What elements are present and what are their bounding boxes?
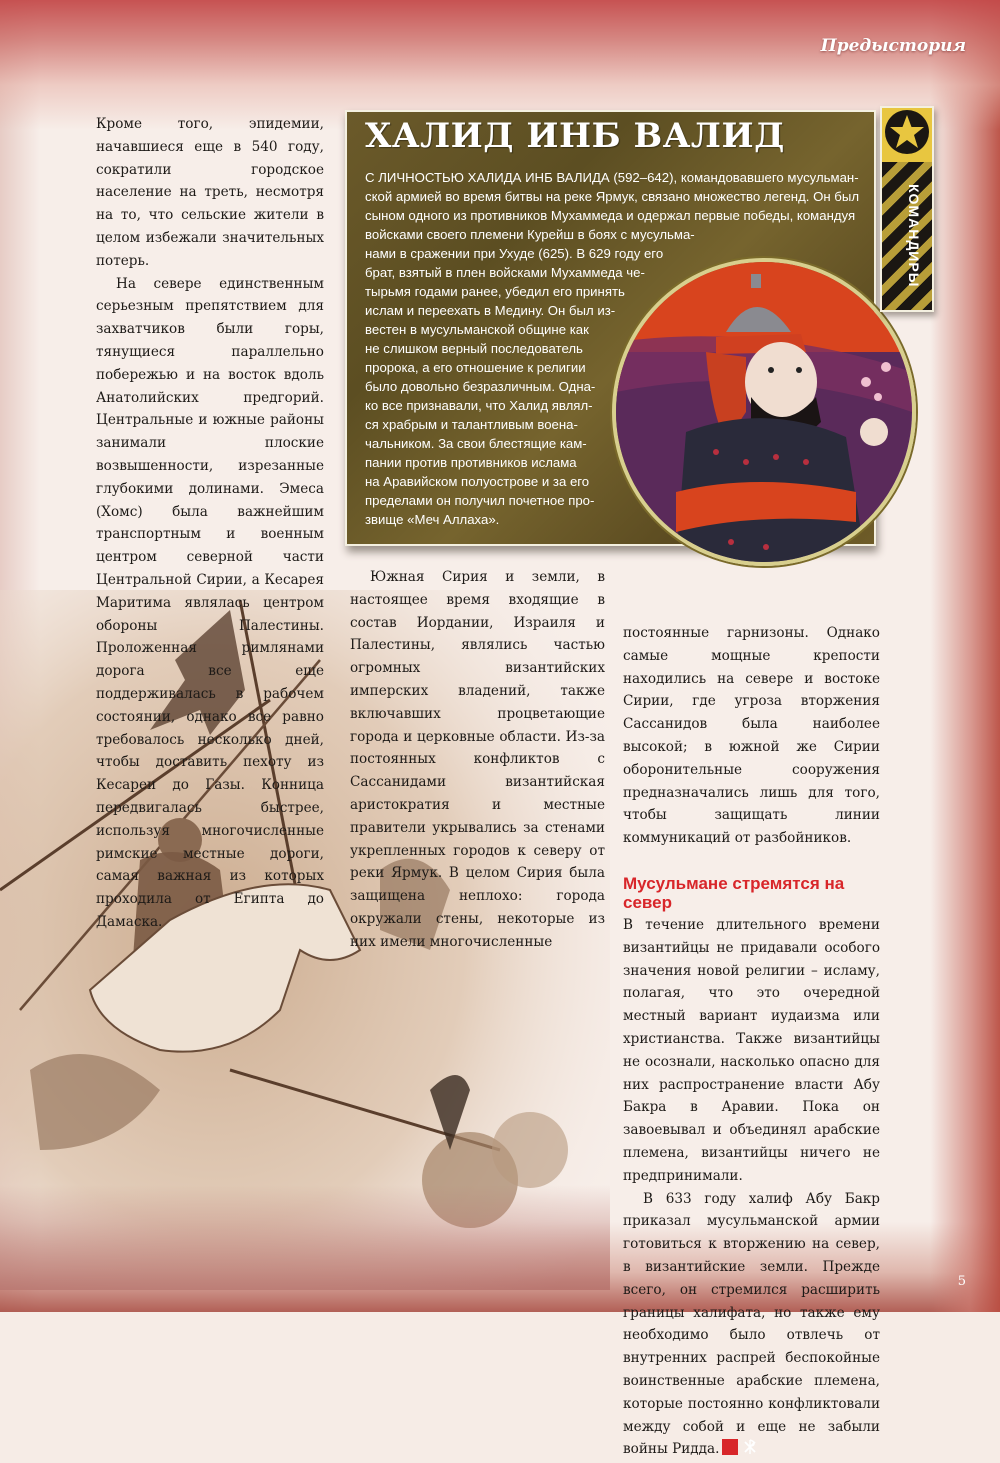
star-icon <box>885 110 929 154</box>
sidebar-line: не слишком верный последователь <box>365 341 583 356</box>
chi-rho-icon <box>722 1439 738 1455</box>
section-label: Предыстория <box>820 36 966 56</box>
sidebar-line: сыном одного из противников Мухаммеда и одержал первые победы, командуя <box>365 208 856 223</box>
sidebar-line: вестен в мусульманской общине как <box>365 322 589 337</box>
sidebar-line: чальником. За свои блестящие кам- <box>365 436 587 451</box>
sidebar-title: ХАЛИД ИНБ ВАЛИД <box>365 116 785 156</box>
column-middle <box>350 566 605 954</box>
column-right <box>623 622 880 1461</box>
commanders-tab <box>880 106 934 312</box>
sidebar-line: ся храбрым и талантливым воена- <box>365 417 578 432</box>
paragraph: В течение длительного времени византийцы не придавали особого значения новой религии – исламу, полагая, что это очередной местный вариант иудаизма или христианства. Также византийцы не осознали, насколько опасно для них распространение власти Абу Бакра в Аравии. Пока он завоевывал и объединял арабские племена, византийцы ничего не предпринимали. <box>623 916 880 1184</box>
page-number: 5 <box>957 1274 966 1289</box>
tab-label: КОМАНДИРЫ <box>906 184 922 288</box>
sidebar-line: С ЛИЧНОСТЬЮ ХАЛИДА ИНБ ВАЛИДА (592–642), командовавшего мусульман- <box>365 170 859 185</box>
paragraph: Южная Сирия и земли, в настоящее время входящие в состав Иордании, Израиля и Палестины, являлись частью огромных византийских имперских владений, также включавших процветающие города и церковные области. Из-за постоянных конфликтов с Сассанидами византийская аристократия и местные правители укрывались за стенами укрепленных городов к северу от реки Ярмук. В целом Сирия была защищена неплохо: города окружали стены, некоторые из них имели многочисленные <box>350 569 605 950</box>
sidebar-line: войсками своего племени Курейш в боях с мусульма- <box>365 227 695 242</box>
paragraph <box>623 1188 880 1462</box>
sidebar-line: ской армией во время битвы на реке Ярмук, связано множество легенд. Он был <box>365 189 860 204</box>
column-left <box>96 113 324 934</box>
sidebar-line: нами в сражении при Ухуде (625). В 629 году его <box>365 246 664 261</box>
paragraph: На севере единственным серьезным препятствием для захватчиков были горы, тянущиеся параллельно побережью и на восток вдоль Анатолийских предгорий. Центральные и южные районы занимали плоские возвышенности, изрезанные глубокими долинами. Эмеса (Хомс) была важнейшим транспортным и военным центром северной части Центральной Сирии, а Кесарея Маритима являлась центром обороны Палестины. Проложенная римлянами дорога все еще поддерживалась в рабочем состоянии, однако все равно требовалось несколько дней, чтобы доставить пехоту из Кесареи до Газы. Конница передвигалась быстрее, используя многочисленные римские местные дороги, самая важная из которых проходила от Египта до Дамаска. <box>96 275 324 930</box>
sidebar-line: пределами он получил почетное про- <box>365 493 595 508</box>
paragraph: Кроме того, эпидемии, начавшиеся еще в 540 году, сократили городское население на треть, несмотря на то, что сельские жители в целом избежали значительных потерь. <box>96 116 324 269</box>
paragraph-text: В 633 году халиф Абу Бакр приказал мусульманской армии готовиться к вторжению на север, в византийские земли. Прежде всего, он стремился расширить границы халифата, но также ему необходимо было отвлечь от внутренних распрей беспокойные воинственные арабские племена, которые постоянно конфликтовали между собой и еще не забыли войны Ридда. <box>623 1190 880 1458</box>
sidebar-line: тырьмя годами ранее, убедил его принять <box>365 284 625 299</box>
sidebar-line: пророка, а его отношение к религии <box>365 360 586 375</box>
sidebar-line: пании против противников ислама <box>365 455 577 470</box>
sidebar-line: брат, взятый в плен войсками Мухаммеда че- <box>365 265 645 280</box>
sidebar-line: ко все признавали, что Халид являл- <box>365 398 593 413</box>
khalid-portrait <box>612 258 916 566</box>
paragraph: постоянные гарнизоны. Однако самые мощные крепости находились на севере и востоке Сирии, где угроза вторжения Сассанидов была наиболее высокой; в южной же Сирии оборонительные сооружения предназначались лишь для того, чтобы защищать линии коммуникаций от разбойников. <box>623 625 880 847</box>
sidebar-line: на Аравийском полуострове и за его <box>365 474 590 489</box>
sidebar-line: было довольно безразличным. Одна- <box>365 379 596 394</box>
subheading: Мусульмане стремятся на север <box>623 873 845 912</box>
sidebar-line: звище «Меч Аллаха». <box>365 512 500 527</box>
sidebar-line: ислам и переехать в Медину. Он был из- <box>365 303 616 318</box>
